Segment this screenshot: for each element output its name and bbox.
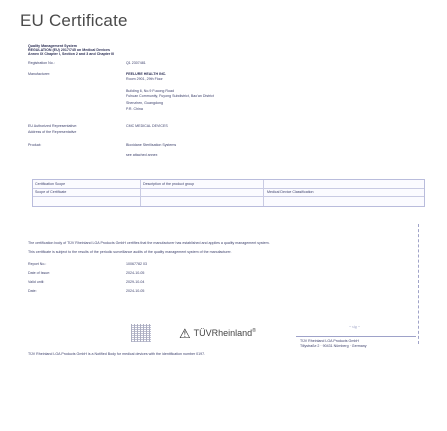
date-value: 10067782 03 [126, 262, 147, 266]
page-title: EU Certificate [20, 11, 128, 30]
field-value: Room 2901, 29th Floor [126, 77, 163, 81]
tuv-logo [179, 326, 256, 342]
body-paragraph: This certificate is subject to the results of the periodic surveillance audits of the quality management system of the manufacturer. [28, 250, 232, 254]
date-value: 2024-10-05 [126, 289, 145, 293]
date-label: Valid until: [28, 280, 45, 284]
scope-table [32, 179, 425, 207]
field-value: CMC MEDICAL DEVICES [126, 124, 168, 128]
margin-line [418, 224, 420, 344]
field-label: Product: [28, 143, 42, 147]
trademark: ® [252, 328, 256, 334]
field-value: P.R. China [126, 107, 143, 111]
footer-note: TÜV Rheinland LGA Products GmbH is a Notified Body for medical devices with the identification number 0197. [28, 352, 206, 356]
field-label: Registration No.: [28, 61, 55, 65]
annex-heading: Annex IX Chapter I, Section 2 and 3 and Chapter III [28, 52, 115, 56]
table-header: Description of the product group [143, 182, 195, 186]
triangle-logo-icon: ⚠ [179, 326, 191, 341]
date-label: Date of Issue: [28, 271, 51, 275]
date-value: 2024-10-05 [126, 271, 145, 275]
field-value: Bioxidane Sterilisation Systems [126, 143, 177, 147]
table-header: Certification Scope [35, 182, 66, 186]
table-cell: Medical Device Classification [267, 190, 314, 194]
signature-address: Tillystraße 2 · 90431 Nürnberg · Germany [300, 344, 367, 348]
qr-code-icon [131, 324, 151, 342]
signature-org: TÜV Rheinland LGA Products GmbH [300, 339, 359, 343]
field-value: FEELURE HEALTH INC. [126, 72, 167, 76]
field-value: Shenzhen, Guangdong [126, 101, 163, 105]
qms-heading: Quality Management System [28, 44, 77, 48]
field-value: see attached annex [126, 153, 158, 157]
table-cell: Scope of Certificate [35, 190, 67, 194]
body-paragraph: The certification body of TÜV Rheinland LGA Products GmbH certifies that the manufacturer has established and applies a quality management system. [28, 241, 270, 245]
date-label: Date: [28, 289, 37, 293]
field-value: Fuhuan Community, Fuyong Subdistrict, Bao'an District [126, 94, 214, 98]
field-value: Q1 2307481 [126, 61, 146, 65]
field-value: Address of the Representative [28, 130, 77, 134]
regulation-heading: REGULATION (EU) 2017/745 on Medical Devices [28, 48, 111, 52]
field-value: Building 6, No.9 Fucong Road [126, 89, 174, 93]
date-value: 2029-10-04 [126, 280, 145, 284]
field-label: EU Authorized Representative: [28, 124, 78, 128]
brand-name: TÜVRheinland [193, 328, 253, 338]
signature-mark: ~ sig ~ [349, 324, 360, 329]
certificate-document [26, 44, 424, 422]
date-label: Report No.: [28, 262, 47, 266]
field-label: Manufacturer: [28, 72, 51, 76]
